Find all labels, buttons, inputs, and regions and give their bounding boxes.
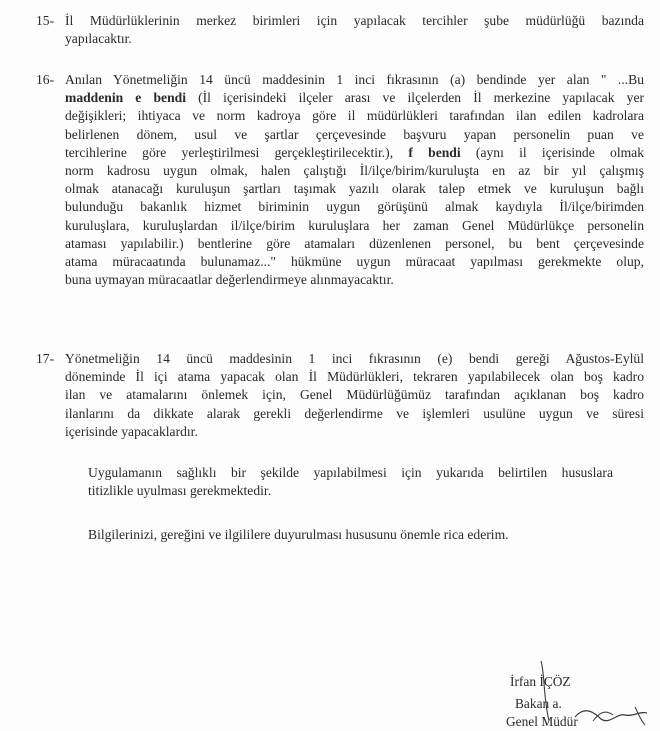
signatory-title: Genel Müdür: [506, 714, 578, 729]
handwritten-signature: [505, 655, 655, 729]
item-line: tercihlerine göre yerleştirilmesi gerçekleştirilecektir.), f bendi (aynı il içerisinde olmak: [65, 144, 644, 160]
item-line: ataması yapılabilir.) bentlerine göre atamaları düzenlenen personel, bu bent çerçevesinde: [65, 235, 644, 251]
item-line: Anılan Yönetmeliğin 14 üncü maddesinin 1 inci fıkrasının (a) bendinde yer alan " ...Bu: [65, 72, 644, 87]
closing-line: Bilgilerinizi, gereğini ve ilgililere duyurulması hususunu önemle rica ederim.: [88, 527, 509, 542]
item-line: kuruluşlara, kuruluşlardan il/ilçe/birim kuruluşlara her zaman Genel Müdürlükçe personelin: [65, 217, 644, 233]
item-line: Yönetmeliğin 14 üncü maddesinin 1 inci fıkrasının (e) bendi gereği Ağustos-Eylül: [65, 351, 644, 366]
item-line: ilanlarını da dikkate alarak gerekli değerlendirme ve işlemleri usulüne uygun ve süresi: [65, 405, 644, 421]
list-item-16: [36, 71, 644, 289]
item-line: içerisinde yapacaklardır.: [65, 423, 198, 439]
item-number: 17-: [36, 351, 55, 366]
item-line: buna uymayan müracaatlar değerlendirmeye alınmayacaktır.: [65, 272, 394, 288]
item-line: norm kadrosu uygun olmak, halen çalıştığı İl/ilçe/birim/kuruluşta en az bir yıl çalışmış: [65, 163, 644, 179]
item-line: olmak atanacağı kuruluşun şartları taşımak yazılı olarak talep etmek ve kuruluşun bağlı: [65, 181, 644, 197]
signatory-name: İrfan İÇÖZ: [510, 674, 571, 689]
closing-request: [88, 526, 644, 544]
item-line: atama müracaatında bulunamaz..." hükmüne uygun müracaat yapılması gerekmekte olup,: [65, 254, 644, 270]
item-line: döneminde İl içi atama yapacak olan İl Müdürlükleri, tekraren yapılabilecek olan boş kadro: [65, 369, 644, 385]
item-line: değişikleri; ihtiyaca ve norm kadroya göre il müdürlükleri tarafından ilan edilen kadrolara: [65, 108, 644, 124]
bold-reference: f bendi: [393, 144, 461, 160]
item-line: yapılacaktır.: [65, 31, 132, 47]
item-number: 15-: [36, 13, 55, 28]
list-item-15: [36, 12, 644, 48]
item-number: 16-: [36, 72, 55, 87]
signatory-role: Bakan a.: [515, 696, 562, 711]
item-line: bulunduğu bakanlık hizmet biriminin uygun görüşünü almak kaydıyla İl/ilçe/birimden: [65, 199, 644, 215]
item-line: ilan ve atamalarını önlemek için, Genel Müdürlüğümüz tarafından açıklanan boş kadro: [65, 387, 644, 403]
closing-line: Uygulamanın sağlıklı bir şekilde yapılabilmesi için yukarıda belirtilen hususlara: [88, 465, 613, 480]
item-line: İl Müdürlüklerinin merkez birimleri için yapılacak tercihler şube müdürlüğü bazında: [65, 13, 644, 28]
closing-paragraph: [88, 464, 613, 500]
item-line: maddenin e bendi (İl içerisindeki ilçeler arası ve ilçelerden İl merkezine yapılacak yer: [65, 90, 645, 106]
bold-reference: maddenin e bendi: [65, 90, 186, 106]
item-line: belirlenen dönem, usul ve şartlar çerçevesinde başvuru yapan personelin puan ve: [65, 126, 644, 142]
list-item-17: [36, 350, 644, 441]
closing-line: titizlikle uyulması gerekmektedir.: [88, 483, 272, 499]
